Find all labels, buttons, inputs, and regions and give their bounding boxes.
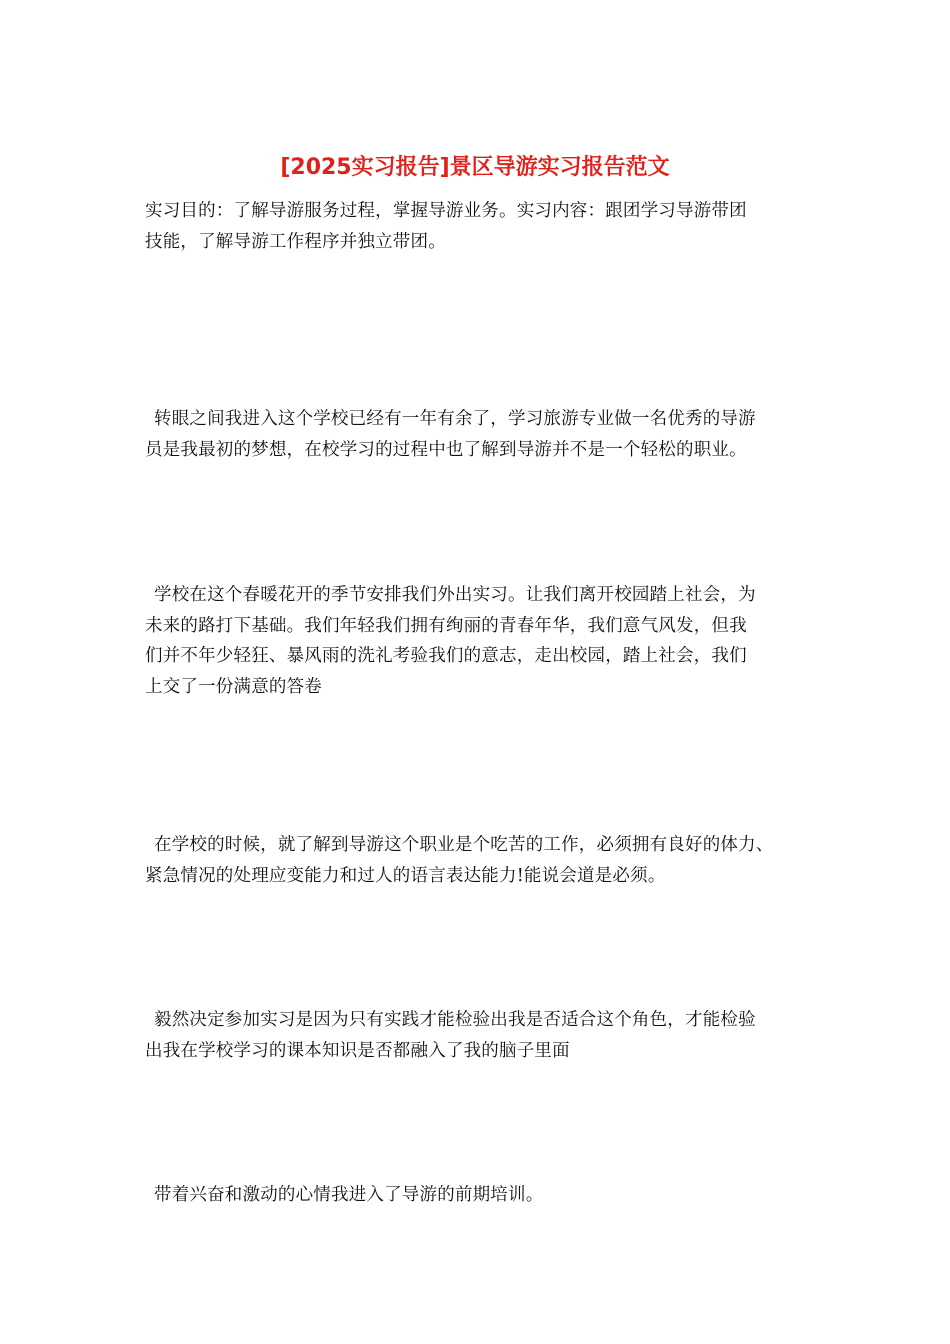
paragraph-line: 毅然决定参加实习是因为只有实践才能检验出我是否适合这个角色，才能检验 [154,1010,756,1030]
paragraph-line: 在学校的时候，就了解到导游这个职业是个吃苦的工作，必须拥有良好的体力、 [154,835,774,855]
paragraph-line: 们并不年少轻狂、暴风雨的洗礼考验我们的意志，走出校园，踏上社会，我们 [145,646,747,666]
paragraph-line: 员是我最初的梦想，在校学习的过程中也了解到导游并不是一个轻松的职业。 [145,439,747,460]
paragraph-line: 上交了一份满意的答卷 [145,676,322,697]
paragraph-training [145,1180,817,1211]
paragraph-line: 紧急情况的处理应变能力和过人的语言表达能力!能说会道是必须。 [145,865,666,886]
document-title: [2025实习报告]景区导游实习报告范文 [280,155,670,180]
paragraph-line: 带着兴奋和激动的心情我进入了导游的前期培训。 [154,1185,544,1205]
paragraph-purpose [145,196,817,257]
paragraph-line: 转眼之间我进入这个学校已经有一年有余了，学习旅游专业做一名优秀的导游 [154,409,756,429]
paragraph-line: 未来的路打下基础。我们年轻我们拥有绚丽的青春年华，我们意气风发，但我 [145,615,747,636]
paragraph-line: 实习目的：了解导游服务过程，掌握导游业务。实习内容：跟团学习导游带团 [145,201,747,221]
paragraph-line: 技能，了解导游工作程序并独立带团。 [145,231,446,252]
paragraph-intro [145,404,817,465]
paragraph-arrangement [145,580,817,702]
paragraph-line: 学校在这个春暖花开的季节安排我们外出实习。让我们离开校园踏上社会，为 [154,585,756,605]
paragraph-decision [145,1005,817,1066]
paragraph-school [145,830,817,891]
paragraph-line: 出我在学校学习的课本知识是否都融入了我的脑子里面 [145,1040,570,1061]
